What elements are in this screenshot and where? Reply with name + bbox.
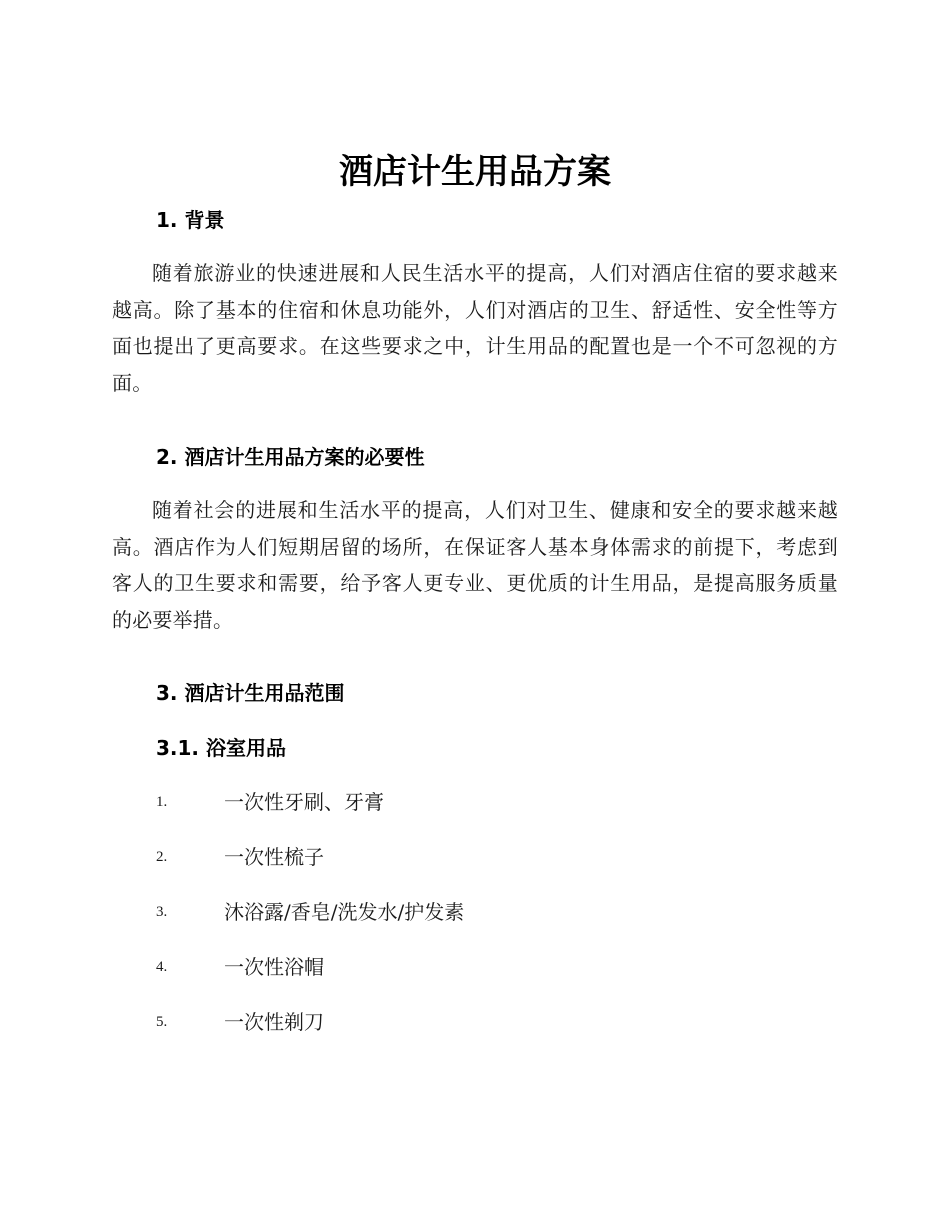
list-item-number: 4. xyxy=(156,959,168,975)
list-item-text: 沐浴露/香皂/洗发水/护发素 xyxy=(224,900,465,924)
list-item-text: 一次性剃刀 xyxy=(224,1010,324,1034)
list-item-text: 一次性浴帽 xyxy=(224,955,324,979)
section-body-background: 随着旅游业的快速进展和人民生活水平的提高，人们对酒店住宿的要求越来越高。除了基本的住宿和休息功能外，人们对酒店的卫生、舒适性、安全性等方面也提出了更高要求。在这些要求之中，计生用品的配置也是一个不可忽视的方面。 xyxy=(112,261,838,395)
list-item xyxy=(156,787,756,817)
list-item-text: 一次性梳子 xyxy=(224,845,324,869)
list-item-number: 2. xyxy=(156,849,168,865)
list-item xyxy=(156,952,756,982)
list-item xyxy=(156,842,756,872)
section-heading-necessity: 2. 酒店计生用品方案的必要性 xyxy=(156,445,425,469)
list-item xyxy=(156,1007,756,1037)
subsection-heading-bathroom: 3.1. 浴室用品 xyxy=(156,736,286,760)
section-body-necessity: 随着社会的进展和生活水平的提高，人们对卫生、健康和安全的要求越来越高。酒店作为人们短期居留的场所，在保证客人基本身体需求的前提下，考虑到客人的卫生要求和需要，给予客人更专业、更优质的计生用品，是提高服务质量的必要举措。 xyxy=(112,498,838,632)
list-item-number: 1. xyxy=(156,794,168,810)
list-item-number: 5. xyxy=(156,1014,168,1030)
list-item-text: 一次性牙刷、牙膏 xyxy=(224,790,384,814)
section-heading-scope: 3. 酒店计生用品范围 xyxy=(156,681,345,705)
list-item-number: 3. xyxy=(156,904,168,920)
document-title: 酒店计生用品方案 xyxy=(339,152,611,192)
list-item xyxy=(156,897,756,927)
section-heading-background: 1. 背景 xyxy=(156,208,225,232)
